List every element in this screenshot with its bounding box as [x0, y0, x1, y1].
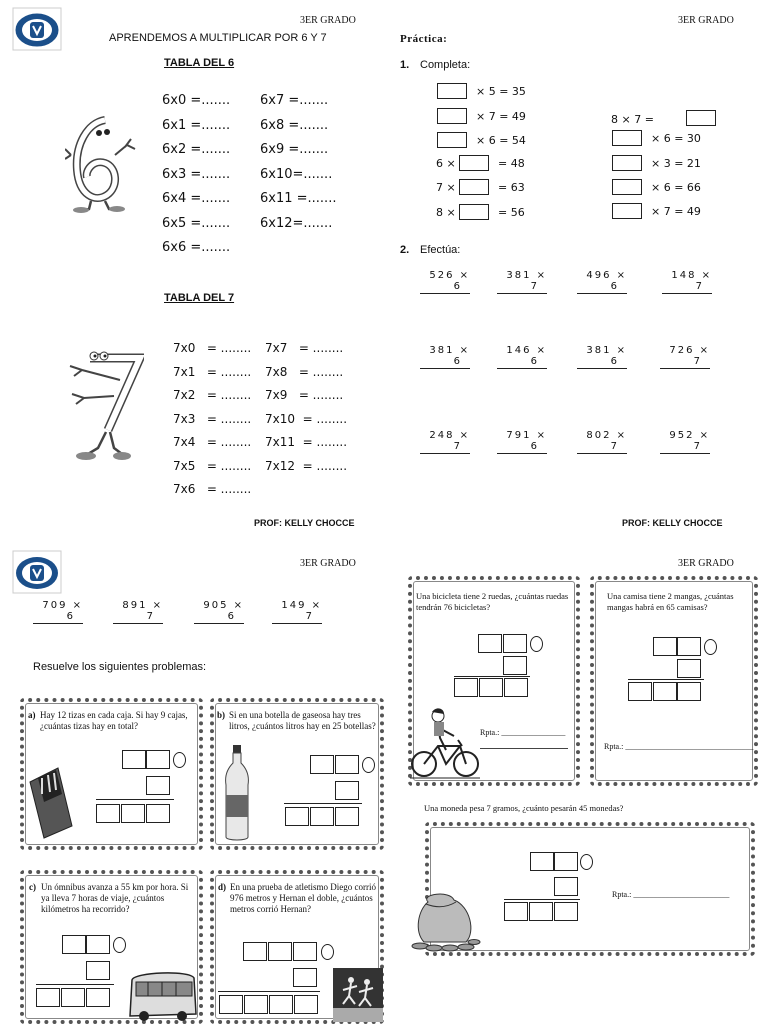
teacher-name: PROF: KELLY CHOCCE	[622, 518, 723, 528]
resuelve-heading: Resuelve los siguientes problemas:	[33, 661, 207, 673]
multiplier-value: 7	[305, 611, 314, 622]
school-logo	[12, 550, 62, 594]
tabla-row: 7x12 = ........	[265, 458, 348, 473]
answer-circle[interactable]	[362, 757, 375, 773]
answer-square[interactable]	[554, 902, 578, 921]
multiplier	[272, 611, 322, 624]
problem-a-text: Hay 12 tizas en cada caja. Si hay 9 cajas, ¿cuántas tizas hay en total?	[40, 710, 188, 731]
answer-square[interactable]	[628, 682, 652, 701]
multiplication-exercise	[420, 430, 470, 454]
operation-line	[96, 799, 174, 800]
answer-box[interactable]	[437, 83, 467, 99]
multiplier-value: 6	[227, 611, 236, 622]
tabla-7-heading: TABLA DEL 7	[164, 292, 235, 304]
operation-line	[218, 991, 320, 992]
answer-square[interactable]	[653, 637, 677, 656]
school-logo	[12, 7, 62, 51]
answer-square[interactable]	[454, 678, 478, 697]
multiplicand: 791 ×	[506, 430, 547, 441]
equation-text: × 5 = 35	[476, 85, 526, 98]
answer-square[interactable]	[146, 804, 170, 823]
tabla-row: 6x2 =.......	[162, 142, 231, 157]
multiplication-exercise	[420, 345, 470, 369]
multiplier-value: 7	[146, 611, 155, 622]
tabla-row: 7x0 = ........	[173, 341, 252, 355]
answer-square[interactable]	[503, 656, 527, 675]
answer-square[interactable]	[530, 852, 554, 871]
tabla-row: 7x3 = ........	[173, 411, 252, 426]
answer-square[interactable]	[479, 678, 503, 697]
grade-label: 3ER GRADO	[300, 558, 356, 569]
tabla-row: 7x1 = ........	[173, 364, 252, 379]
multiplicand: 148 ×	[671, 270, 712, 281]
equation-suffix: = 56	[498, 206, 525, 219]
practica-heading: Práctica:	[400, 33, 448, 45]
answer-square[interactable]	[146, 776, 170, 795]
multiplication-exercise	[497, 430, 547, 454]
tabla-row: 6x12=.......	[260, 215, 333, 231]
tabla-row: 7x4 = ........	[173, 435, 252, 449]
multiplication-exercise	[113, 600, 163, 624]
equation-suffix: = 48	[498, 157, 525, 170]
tabla-row: 7x5 = ........	[173, 458, 252, 473]
equation-text: × 7 = 49	[476, 110, 526, 123]
answer-square[interactable]	[504, 678, 528, 697]
multiplier-value: 7	[453, 441, 462, 452]
multiplier-value: 7	[610, 441, 619, 452]
tabla-row: 6x4 =.......	[162, 191, 231, 206]
multiplicand: 146 ×	[506, 345, 547, 356]
multiplicand: 952 ×	[669, 430, 710, 441]
answer-square[interactable]	[96, 804, 120, 823]
tabla-7-left-list	[173, 341, 251, 506]
multiplier	[497, 356, 547, 369]
operation-line	[504, 899, 580, 900]
equation-text: 8 × 7 =	[611, 113, 654, 126]
tabla-row: 7x9 = ........	[265, 388, 344, 402]
question-2-label: Efectúa:	[420, 244, 461, 256]
multiplication-exercise	[420, 270, 470, 294]
tabla-row: 7x11 = ........	[265, 435, 348, 449]
tabla-6-heading: TABLA DEL 6	[164, 57, 235, 69]
tabla-row: 7x8 = ........	[265, 364, 344, 379]
answer-square[interactable]	[269, 995, 293, 1014]
multiplicand: 526 ×	[429, 270, 470, 281]
problem-a-label: a)	[28, 710, 36, 720]
problem-d-text: En una prueba de atletismo Diego corrió 976 metros y Hernan el doble, ¿cuántos metros corrió Hernan?	[230, 882, 376, 914]
tabla-6-left-list	[162, 93, 230, 265]
tabla-row: 6x5 =.......	[162, 215, 231, 231]
equation-prefix: 8 ×	[436, 206, 456, 219]
tabla-6-right-list	[260, 93, 336, 240]
shirt-problem-text: Una camisa tiene 2 mangas, ¿cuántas mangas habrá en 65 camisas?	[607, 591, 734, 612]
bus-image	[128, 968, 198, 1022]
multiplication-exercise	[497, 270, 547, 294]
equation-text: × 3 = 21	[651, 157, 701, 170]
answer-square[interactable]	[61, 988, 85, 1007]
multiplicand: 891 ×	[122, 600, 163, 611]
multiplier-value: 6	[530, 441, 539, 452]
answer-box[interactable]	[612, 203, 642, 219]
equation-prefix: 7 ×	[436, 181, 456, 194]
answer-line[interactable]: Rpta.: ________________	[480, 728, 566, 737]
answer-line-extra	[480, 748, 568, 749]
number-six-character-image	[65, 115, 140, 215]
multiplier	[497, 281, 547, 294]
tabla-row: 6x6 =.......	[162, 240, 231, 255]
runners-image	[333, 968, 383, 1022]
grade-label: 3ER GRADO	[300, 15, 356, 26]
problem-d-label: d)	[218, 882, 227, 892]
answer-square[interactable]	[219, 995, 243, 1014]
answer-box[interactable]	[459, 204, 489, 220]
answer-square[interactable]	[293, 968, 317, 987]
tabla-row: 7x7 = ........	[265, 341, 344, 355]
question-1-number: 1.	[400, 59, 410, 71]
multiplicand: 802 ×	[586, 430, 627, 441]
tabla-row: 7x6 = ........	[173, 482, 252, 496]
multiplier-value: 7	[693, 356, 702, 367]
answer-box[interactable]	[686, 110, 716, 126]
answer-square[interactable]	[335, 807, 359, 826]
answer-square[interactable]	[285, 807, 309, 826]
answer-square[interactable]	[503, 634, 527, 653]
equation-text: × 6 = 30	[651, 132, 701, 145]
answer-square[interactable]	[86, 935, 110, 954]
multiplication-exercise	[662, 270, 712, 294]
answer-square[interactable]	[146, 750, 170, 769]
multiplication-exercise	[660, 430, 710, 454]
chalk-box-image	[26, 764, 76, 839]
question-2-number: 2.	[400, 244, 410, 256]
tabla-row: 6x11 =.......	[260, 191, 337, 206]
problem-c-label: c)	[29, 882, 36, 892]
answer-box[interactable]	[612, 155, 642, 171]
answer-square[interactable]	[122, 750, 146, 769]
tabla-row: 6x10=.......	[260, 166, 333, 182]
tabla-row: 7x2 = ........	[173, 388, 252, 402]
answer-circle[interactable]	[113, 937, 126, 953]
answer-box[interactable]	[459, 155, 489, 171]
multiplier-value: 7	[530, 281, 539, 292]
multiplier	[577, 441, 627, 454]
multiplier	[660, 441, 710, 454]
multiplier	[660, 356, 710, 369]
tabla-row: 7x10 = ........	[265, 411, 348, 426]
equation-prefix: 6 ×	[436, 157, 456, 170]
grade-label: 3ER GRADO	[678, 15, 734, 26]
answer-square[interactable]	[677, 637, 701, 656]
answer-box[interactable]	[437, 108, 467, 124]
multiplicand: 381 ×	[586, 345, 627, 356]
answer-square[interactable]	[653, 682, 677, 701]
question-1-label: Completa:	[420, 59, 471, 71]
answer-square[interactable]	[86, 961, 110, 980]
answer-square[interactable]	[36, 988, 60, 1007]
answer-circle[interactable]	[173, 752, 186, 768]
multiplier	[662, 281, 712, 294]
answer-square[interactable]	[310, 807, 334, 826]
equation-suffix: = 63	[498, 181, 525, 194]
answer-square[interactable]	[335, 755, 359, 774]
multiplier	[420, 356, 470, 369]
multiplier	[497, 441, 547, 454]
teacher-name: PROF: KELLY CHOCCE	[254, 518, 355, 528]
answer-square[interactable]	[554, 877, 578, 896]
multiplier-value: 6	[453, 281, 462, 292]
answer-circle[interactable]	[704, 639, 717, 655]
problem-b-text: Si en una botella de gaseosa hay tres litros, ¿cuántos litros hay en 25 botellas?	[229, 710, 376, 731]
answer-square[interactable]	[62, 935, 86, 954]
tabla-row: 6x7 =.......	[260, 93, 329, 108]
answer-square[interactable]	[504, 902, 528, 921]
multiplier-value: 6	[610, 356, 619, 367]
grade-label: 3ER GRADO	[678, 558, 734, 569]
multiplicand: 381 ×	[429, 345, 470, 356]
multiplier	[194, 611, 244, 624]
multiplier	[420, 281, 470, 294]
multiplication-exercise	[497, 345, 547, 369]
bicycle-problem-text: Una bicicleta tiene 2 ruedas, ¿cuántas ruedas tendrán 76 bicicletas?	[416, 591, 569, 612]
multiplier-value: 7	[695, 281, 704, 292]
tabla-row: 6x9 =.......	[260, 142, 329, 157]
answer-square[interactable]	[677, 682, 701, 701]
number-seven-character-image	[68, 350, 144, 465]
equation-text: × 6 = 66	[651, 181, 701, 194]
multiplicand: 381 ×	[506, 270, 547, 281]
multiplier	[113, 611, 163, 624]
multiplier	[577, 281, 627, 294]
equation-text: × 6 = 54	[476, 134, 526, 147]
answer-line[interactable]: Rpta.: ________________________	[612, 890, 730, 899]
operation-line	[628, 679, 704, 680]
tabla-row: 6x3 =.......	[162, 166, 231, 182]
multiplicand: 905 ×	[203, 600, 244, 611]
answer-square[interactable]	[310, 755, 334, 774]
multiplier-value: 7	[693, 441, 702, 452]
multiplier	[33, 611, 83, 624]
answer-square[interactable]	[529, 902, 553, 921]
multiplication-exercise	[577, 345, 627, 369]
tabla-row: 6x1 =.......	[162, 117, 231, 133]
answer-square[interactable]	[293, 942, 317, 961]
answer-square[interactable]	[294, 995, 318, 1014]
answer-circle[interactable]	[321, 944, 334, 960]
multiplier	[577, 356, 627, 369]
answer-box[interactable]	[612, 179, 642, 195]
multiplication-exercise	[577, 430, 627, 454]
bottle-image	[222, 745, 252, 843]
answer-box[interactable]	[459, 179, 489, 195]
multiplication-exercise	[272, 600, 322, 624]
coin-sack-image	[410, 892, 482, 954]
multiplier-value: 6	[610, 281, 619, 292]
answer-square[interactable]	[268, 942, 292, 961]
answer-square[interactable]	[478, 634, 502, 653]
operation-line	[454, 676, 530, 677]
coin-problem-text: Una moneda pesa 7 gramos, ¿cuánto pesarán 45 monedas?	[424, 803, 624, 813]
answer-square[interactable]	[243, 942, 267, 961]
equation-text: × 7 = 49	[651, 205, 701, 218]
answer-line[interactable]: Rpta.: ________________________________	[604, 742, 754, 751]
page-title: APRENDEMOS A MULTIPLICAR POR 6 Y 7	[109, 32, 327, 44]
multiplication-exercise	[194, 600, 244, 624]
answer-circle[interactable]	[530, 636, 543, 652]
tabla-row: 6x8 =.......	[260, 117, 329, 133]
multiplier	[420, 441, 470, 454]
tabla-row: 6x0 =.......	[162, 93, 231, 108]
multiplication-exercise	[33, 600, 83, 624]
multiplier-value: 6	[66, 611, 75, 622]
answer-square[interactable]	[121, 804, 145, 823]
multiplier-value: 6	[530, 356, 539, 367]
multiplication-exercise	[577, 270, 627, 294]
multiplicand: 709 ×	[42, 600, 83, 611]
answer-square[interactable]	[244, 995, 268, 1014]
problem-c-text: Un ómnibus avanza a 55 km por hora. Si ya lleva 7 horas de viaje, ¿cuántos kilómetros ha recorrido?	[41, 882, 189, 914]
answer-box[interactable]	[612, 130, 642, 146]
problem-b-label: b)	[217, 710, 226, 720]
multiplicand: 248 ×	[429, 430, 470, 441]
answer-square[interactable]	[554, 852, 578, 871]
multiplication-exercise	[660, 345, 710, 369]
operation-line	[284, 803, 362, 804]
answer-circle[interactable]	[580, 854, 593, 870]
answer-box[interactable]	[437, 132, 467, 148]
answer-square[interactable]	[677, 659, 701, 678]
tabla-7-right-list	[265, 341, 347, 482]
answer-square[interactable]	[86, 988, 110, 1007]
answer-square[interactable]	[335, 781, 359, 800]
multiplier-value: 6	[453, 356, 462, 367]
girl-on-bicycle-image	[410, 706, 480, 780]
operation-line	[36, 984, 114, 985]
multiplicand: 149 ×	[281, 600, 322, 611]
multiplicand: 726 ×	[669, 345, 710, 356]
multiplicand: 496 ×	[586, 270, 627, 281]
